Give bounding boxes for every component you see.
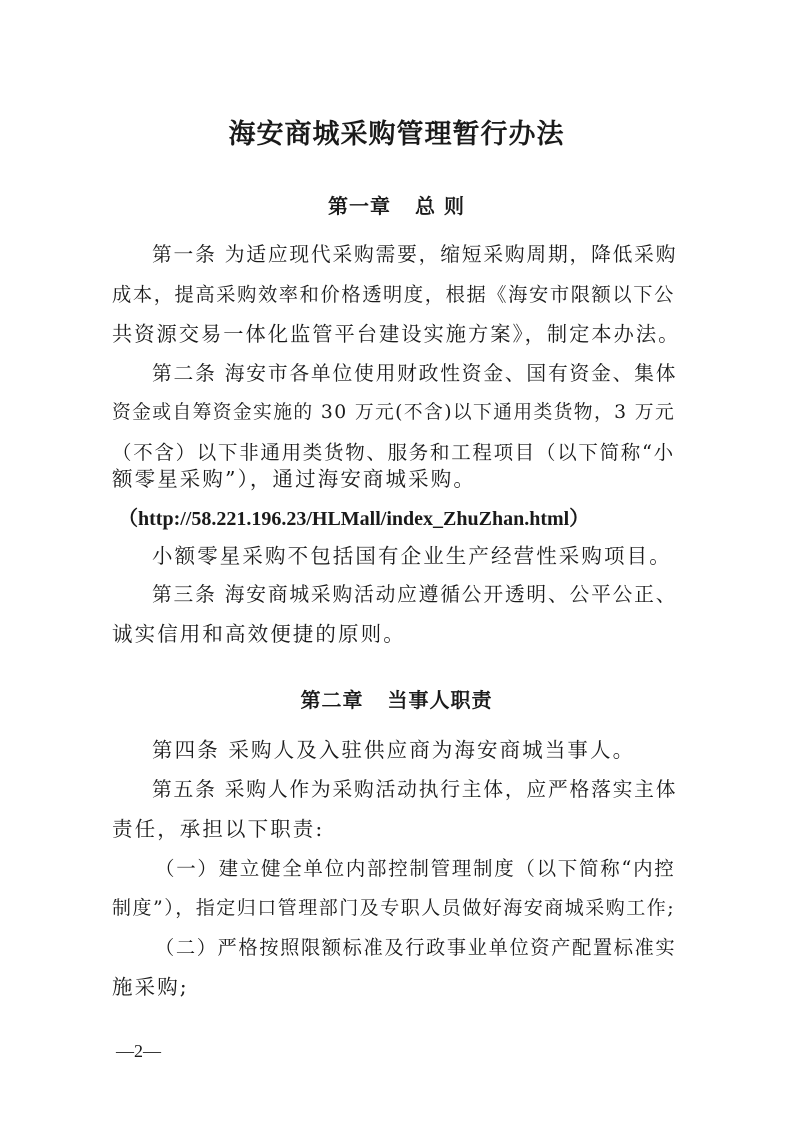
document-title: 海安商城采购管理暂行办法 xyxy=(228,119,565,150)
article-5-line-1 xyxy=(152,776,682,804)
item-1-line-1: （一）建立健全单位内部控制管理制度（以下简称“内控 xyxy=(155,857,676,880)
chapter-heading-2 xyxy=(0,684,793,713)
article-label: 第四条 xyxy=(152,738,220,762)
page-number: —2— xyxy=(116,1041,161,1061)
article-1-line-3: 共资源交易一体化监管平台建设实施方案》，制定本办法。 xyxy=(112,322,681,346)
article-3-line-2: 诚实信用和高效便捷的原则。 xyxy=(112,622,406,646)
chapter-number: 第一章 xyxy=(328,194,392,218)
mall-url: （http://58.221.196.23/HLMall/index_ZhuZhan.html） xyxy=(118,508,590,530)
text-run: 海安商城采购活动应遵循公开透明、公平公正、 xyxy=(224,583,678,606)
article-1-line-1 xyxy=(152,241,682,269)
text-run: 为适应现代采购需要，缩短采购周期，降低采购 xyxy=(224,243,678,266)
article-5-line-2: 责任，承担以下职责: xyxy=(112,817,325,841)
text-run: 采购人作为采购活动执行主体，应严格落实主体 xyxy=(224,778,678,801)
article-label: 第五条 xyxy=(152,778,217,801)
article-1-line-2: 成本，提高采购效率和价格透明度，根据《海安市限额以下公 xyxy=(112,283,675,306)
article-label: 第三条 xyxy=(152,583,217,606)
text-run: 采购人及入驻供应商为海安商城当事人。 xyxy=(228,738,636,762)
item-2-line-1: （二）严格按照限额标准及行政事业单位资产配置标准实 xyxy=(155,936,677,959)
article-3-line-1 xyxy=(152,581,682,609)
article-2-line-1 xyxy=(152,360,682,388)
article-4-line-1 xyxy=(152,736,682,764)
item-1-line-2: 制度”），指定归口管理部门及专职人员做好海安商城采购工作; xyxy=(112,897,676,919)
text-run: 海安市各单位使用财政性资金、国有资金、集体 xyxy=(224,362,678,385)
item-2-line-2: 施采购; xyxy=(112,975,189,999)
article-2-line-3: （不含）以下非通用类货物、服务和工程项目（以下简称“小 xyxy=(112,441,675,464)
article-2-line-5: 小额零星采购不包括国有企业生产经营性采购项目。 xyxy=(152,544,672,568)
article-2-line-2: 资金或自筹资金实施的 30 万元(不含)以下通用类货物，3 万元 xyxy=(112,402,676,423)
article-label: 第一条 xyxy=(152,243,217,266)
chapter-number: 第二章 xyxy=(300,688,364,712)
chapter-name: 总 则 xyxy=(415,194,465,218)
article-2-line-4: 额零星采购”），通过海安商城采购。 xyxy=(112,467,476,491)
chapter-heading-1 xyxy=(0,190,793,219)
article-label: 第二条 xyxy=(152,362,217,385)
chapter-name: 当事人职责 xyxy=(387,688,493,712)
